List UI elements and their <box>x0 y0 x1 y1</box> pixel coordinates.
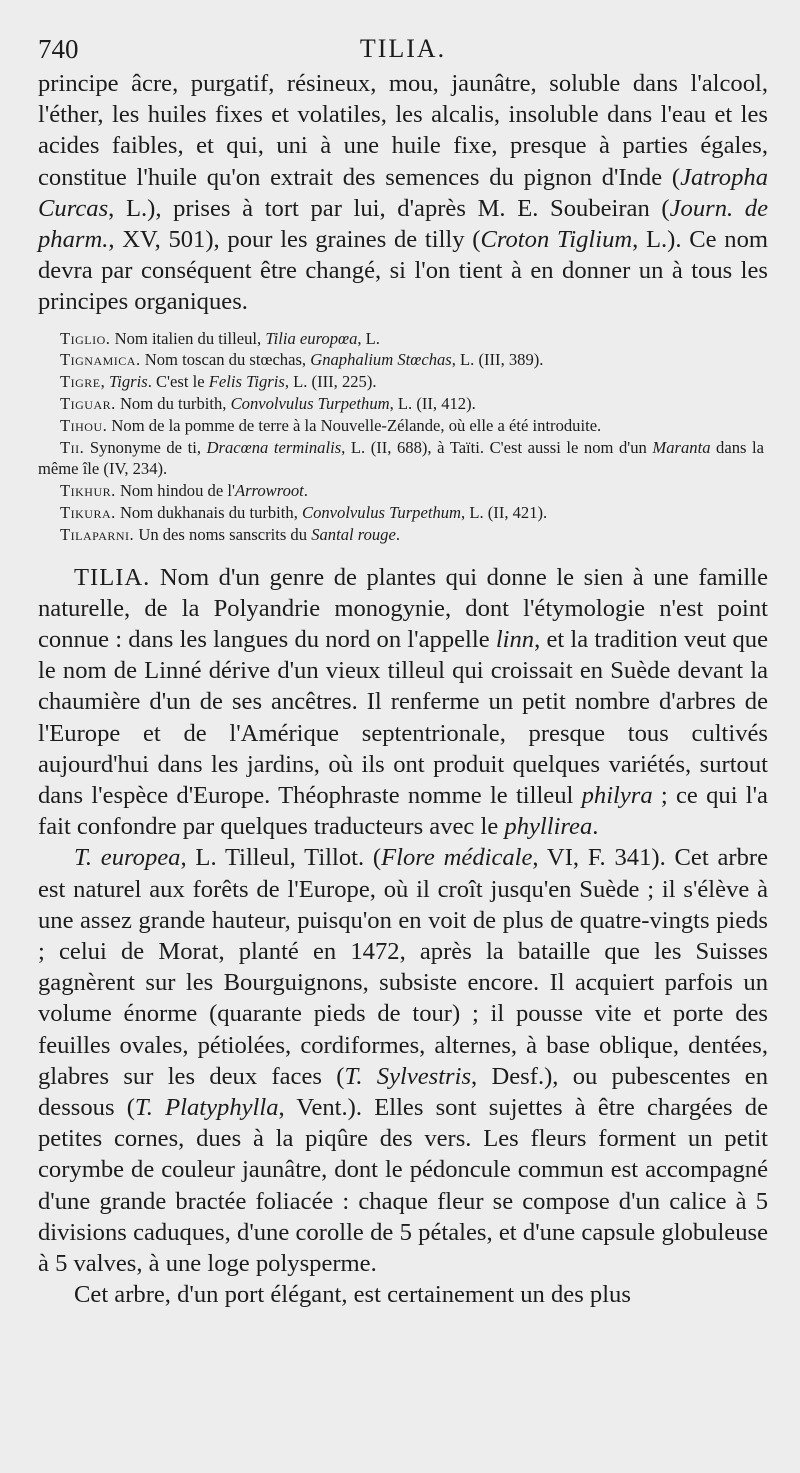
text-run: , L.), prises à tort par lui, d'après M. E. Soubeiran ( <box>108 194 670 222</box>
text-run: , XV, 501), pour les graines de tilly ( <box>108 226 481 254</box>
text-run: , L. (III, 389). <box>451 350 544 370</box>
text-run: Nom du turbith, <box>115 394 231 414</box>
running-title: TILIA. <box>359 34 447 63</box>
text-run: , Desf.), ou pubescentes en dessous ( <box>38 1062 768 1122</box>
italic-text: Santal rouge <box>311 524 396 544</box>
text-run: . <box>395 524 400 544</box>
italic-text: linn <box>495 626 535 653</box>
dictionary-entry <box>38 393 764 415</box>
italic-text: philyra <box>581 782 653 810</box>
dictionary-entries <box>38 328 768 546</box>
italic-text: phyllirea <box>504 813 593 841</box>
text-run: , L. (II, 412). <box>389 394 476 414</box>
entry-headword: Tiglio. <box>60 328 111 348</box>
italic-text: Maranta <box>652 437 711 457</box>
italic-text: Arrowroot <box>234 481 304 501</box>
text-run: , L. (II, 688), à Taïti. C'est aussi le nom d'un <box>341 437 653 457</box>
text-run: Nom dukhanais du turbith, <box>115 503 302 522</box>
dictionary-entry <box>38 524 764 546</box>
page-header <box>38 34 768 68</box>
dictionary-entry <box>38 415 764 437</box>
text-run: , L. <box>357 328 380 348</box>
headword: TILIA. <box>74 563 151 591</box>
dictionary-entry <box>38 480 764 502</box>
text-run: dans la même île (IV, 234). <box>38 437 764 479</box>
text-run: principe âcre, purgatif, résineux, mou, jaunâtre, soluble dans l'alcool, l'éther, les huiles fixes et volatiles, les alcalis, insoluble dans l'eau et les acides faibles, et qui, uni à une huile fixe, presque à parties égales, constitue l'huile qu'on extrait des semences du pignon d'Inde ( <box>38 70 768 191</box>
entry-headword: Tikhur. <box>60 481 116 501</box>
continued-paragraph <box>38 68 768 318</box>
entry-headword: Tikura. <box>60 503 116 522</box>
text-run: . <box>592 813 599 841</box>
text-run: Nom italien du tilleul, <box>110 328 266 348</box>
text-run: , L. Tilleul, Tillot. ( <box>180 844 382 872</box>
entry-headword: Tignamica. <box>60 350 141 370</box>
text-run: . <box>303 481 308 501</box>
italic-text: Tilia europœa <box>265 328 358 348</box>
dictionary-entry <box>38 502 764 524</box>
text-run: ; ce qui l'a fait confondre par quelques traducteurs avec le <box>38 782 768 841</box>
entry-headword: Tihou. <box>60 415 108 435</box>
italic-text: Flore médicale <box>381 844 533 872</box>
page-number: 740 <box>38 34 79 64</box>
text-run: , L.). Ce nom devra par conséquent être changé, si l'on tient à en donner un à tous les principes organiques. <box>38 226 768 316</box>
italic-text: Journ. de pharm. <box>38 194 768 254</box>
italic-text: T. Sylvestris <box>344 1062 472 1090</box>
text-run: , <box>100 372 109 392</box>
entry-headword: Tilaparni. <box>60 524 135 544</box>
text-run: Nom d'un genre de plantes qui donne le sien à une famille naturelle, de la Polyandrie monogynie, dont l'étymologie n'est point connue : dans les langues du nord on l'appelle <box>38 563 768 653</box>
text-run: Nom toscan du stœchas, <box>140 350 311 370</box>
entry-headword: Tigre <box>60 372 101 392</box>
italic-text: Croton Tiglium <box>480 226 633 254</box>
dictionary-entry <box>38 328 764 350</box>
tilia-paragraph <box>38 562 768 843</box>
italic-text: Dracœna terminalis <box>206 437 342 457</box>
italic-text: Jatropha Curcas <box>38 163 768 222</box>
dictionary-entry <box>38 371 764 393</box>
text-run: Cet arbre, d'un port élégant, est certainement un des plus <box>74 1281 631 1309</box>
europea-paragraph <box>38 842 768 1279</box>
italic-text: Gnaphalium Stœchas <box>310 350 452 370</box>
italic-text: T. europea <box>74 844 181 872</box>
text-run: Nom de la pomme de terre à la Nouvelle-Zélande, où elle a été introduite. <box>107 415 602 435</box>
text-run: Synonyme de ti, <box>84 437 207 457</box>
text-run: , VI, F. 341). Cet arbre est naturel aux forêts de l'Europe, où il croît jusqu'en Suède ; il s'élève à une assez grande hauteur, puisqu'on en voit de plus de quatre-vingts pieds ; celui de Morat, planté en 1472, après la bataille que les Suisses gagnèrent sur les Bourguignons, subsiste encore. Il acquiert parfois un volume énorme (quarante pieds de tour) ; il pousse vite et porte des feuilles ovales, pétiolées, cordiformes, alternes, à base oblique, dentées, glabres sur les deux faces ( <box>38 844 768 1090</box>
dictionary-entry <box>38 437 764 481</box>
italic-text: T. Platyphylla <box>134 1094 279 1122</box>
italic-text: Convolvulus Turpethum <box>302 503 462 522</box>
text-run: Un des noms sanscrits du <box>134 524 312 544</box>
text-run: Nom hindou de l' <box>115 481 235 501</box>
text-run: , Vent.). Elles sont sujettes à être chargées de petites cornes, dues à la piqûre des vers. Les fleurs forment un petit corymbe de couleur jaunâtre, dont le pédoncule commun est accompagné d'une grande bractée foliacée : chaque fleur se compose d'un calice à 5 divisions caduques, d'une corolle de 5 pétales, et d'une capsule globuleuse à 5 valves, à une loge polysperme. <box>38 1094 768 1278</box>
text-run: , L. (II, 421). <box>461 503 548 522</box>
entry-headword: Tiguar. <box>60 394 116 414</box>
entry-headword: Tii. <box>60 437 85 457</box>
text-run: , et la tradition veut que le nom de Linné dérive d'un vieux tilleul qui croissait en Suède devant la chaumière d'un de ses ancêtres. Il renferme un petit nombre d'arbres de l'Europe et de l'Amérique septentrionale, presque tous cultivés aujourd'hui dans les jardins, où ils ont produit quelques variétés, surtout dans l'espèce d'Europe. Théophraste nomme le tilleul <box>38 626 768 810</box>
dictionary-entry <box>38 349 764 371</box>
text-run: , L. (III, 225). <box>284 372 377 392</box>
last-paragraph <box>38 1279 768 1310</box>
italic-text: Convolvulus Turpethum <box>230 394 390 414</box>
italic-text: Tigris <box>108 372 148 392</box>
italic-text: Felis Tigris <box>208 372 285 392</box>
text-run: . C'est le <box>147 372 209 392</box>
